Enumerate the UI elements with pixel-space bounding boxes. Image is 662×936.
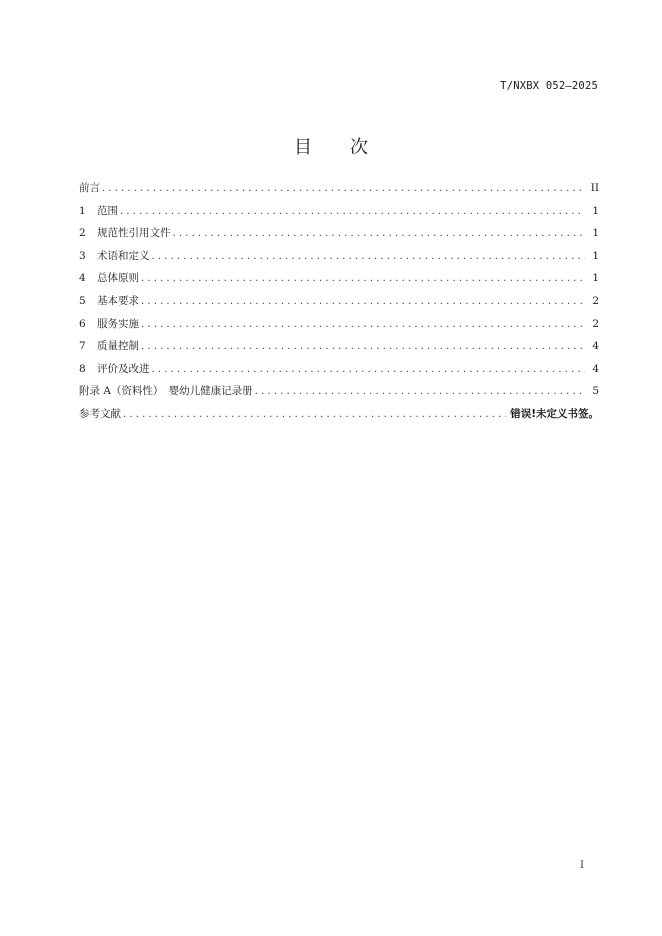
toc-entry-page: 1 <box>592 227 599 240</box>
toc-entry-page: 2 <box>592 317 599 330</box>
toc-entry-basic-requirements[interactable] <box>79 292 599 315</box>
leader-dots <box>255 383 585 401</box>
toc-entry-number: 1 <box>79 204 86 217</box>
title-char-1: 目 <box>294 137 312 158</box>
toc-entry-principles[interactable] <box>79 269 599 292</box>
toc-entry-number: 5 <box>79 294 86 307</box>
toc-entry-page: 4 <box>592 362 599 375</box>
toc-entry-scope[interactable] <box>79 202 599 225</box>
leader-dots <box>141 293 585 311</box>
toc-entry-number: 8 <box>79 362 86 375</box>
toc-entry-page: 4 <box>592 340 599 353</box>
leader-dots <box>123 406 506 424</box>
leader-dots <box>141 270 585 288</box>
toc-entry-page: 1 <box>592 204 599 217</box>
toc-entry-label: 术语和定义 <box>97 249 150 262</box>
leader-dots <box>141 316 585 334</box>
leader-dots <box>141 338 585 356</box>
toc-entry-label: 参考文献 <box>79 407 121 420</box>
page-title <box>0 133 662 159</box>
toc-entry-label: 质量控制 <box>97 340 139 353</box>
leader-dots <box>152 248 586 266</box>
leader-dots <box>120 203 585 221</box>
toc-entry-page: 1 <box>592 249 599 262</box>
leader-dots <box>102 180 585 198</box>
page-number: I <box>580 860 584 871</box>
toc-entry-number: 3 <box>79 249 86 262</box>
toc-entry-label: 评价及改进 <box>97 362 150 375</box>
toc-entry-bibliography[interactable] <box>79 405 599 428</box>
toc-entry-label: 基本要求 <box>97 294 139 307</box>
toc-entry-page: 5 <box>592 385 599 398</box>
toc-entry-quality-control[interactable] <box>79 337 599 360</box>
leader-dots <box>173 225 586 243</box>
leader-dots <box>152 361 586 379</box>
toc-entry-label: 总体原则 <box>97 272 139 285</box>
toc-entry-number: 6 <box>79 317 86 330</box>
toc-entry-page: 1 <box>592 272 599 285</box>
bookmark-error-text: 错误!未定义书签。 <box>510 407 599 420</box>
toc-entry-number: 7 <box>79 340 86 353</box>
toc-entry-label: 服务实施 <box>97 317 139 330</box>
toc-entry-label: 前言 <box>79 182 100 194</box>
toc-entry-evaluation[interactable] <box>79 360 599 383</box>
document-code: T/NXBX 052—2025 <box>500 80 598 92</box>
toc-entry-number: 4 <box>79 272 86 285</box>
toc-entry-page: 2 <box>592 294 599 307</box>
title-char-2: 次 <box>350 137 368 158</box>
table-of-contents <box>79 179 599 428</box>
toc-entry-service-implementation[interactable] <box>79 315 599 338</box>
toc-entry-label: 范围 <box>97 204 118 217</box>
toc-entry-appendix-a[interactable] <box>79 382 599 405</box>
toc-entry-page: II <box>590 182 599 194</box>
toc-entry-label: 规范性引用文件 <box>97 227 171 240</box>
toc-entry-number: 2 <box>79 227 86 240</box>
toc-entry-normative-references[interactable] <box>79 224 599 247</box>
toc-entry-label: 附录 A（资料性） 婴幼儿健康记录册 <box>79 385 253 398</box>
toc-entry-foreword[interactable] <box>79 179 599 202</box>
toc-entry-terms[interactable] <box>79 247 599 270</box>
